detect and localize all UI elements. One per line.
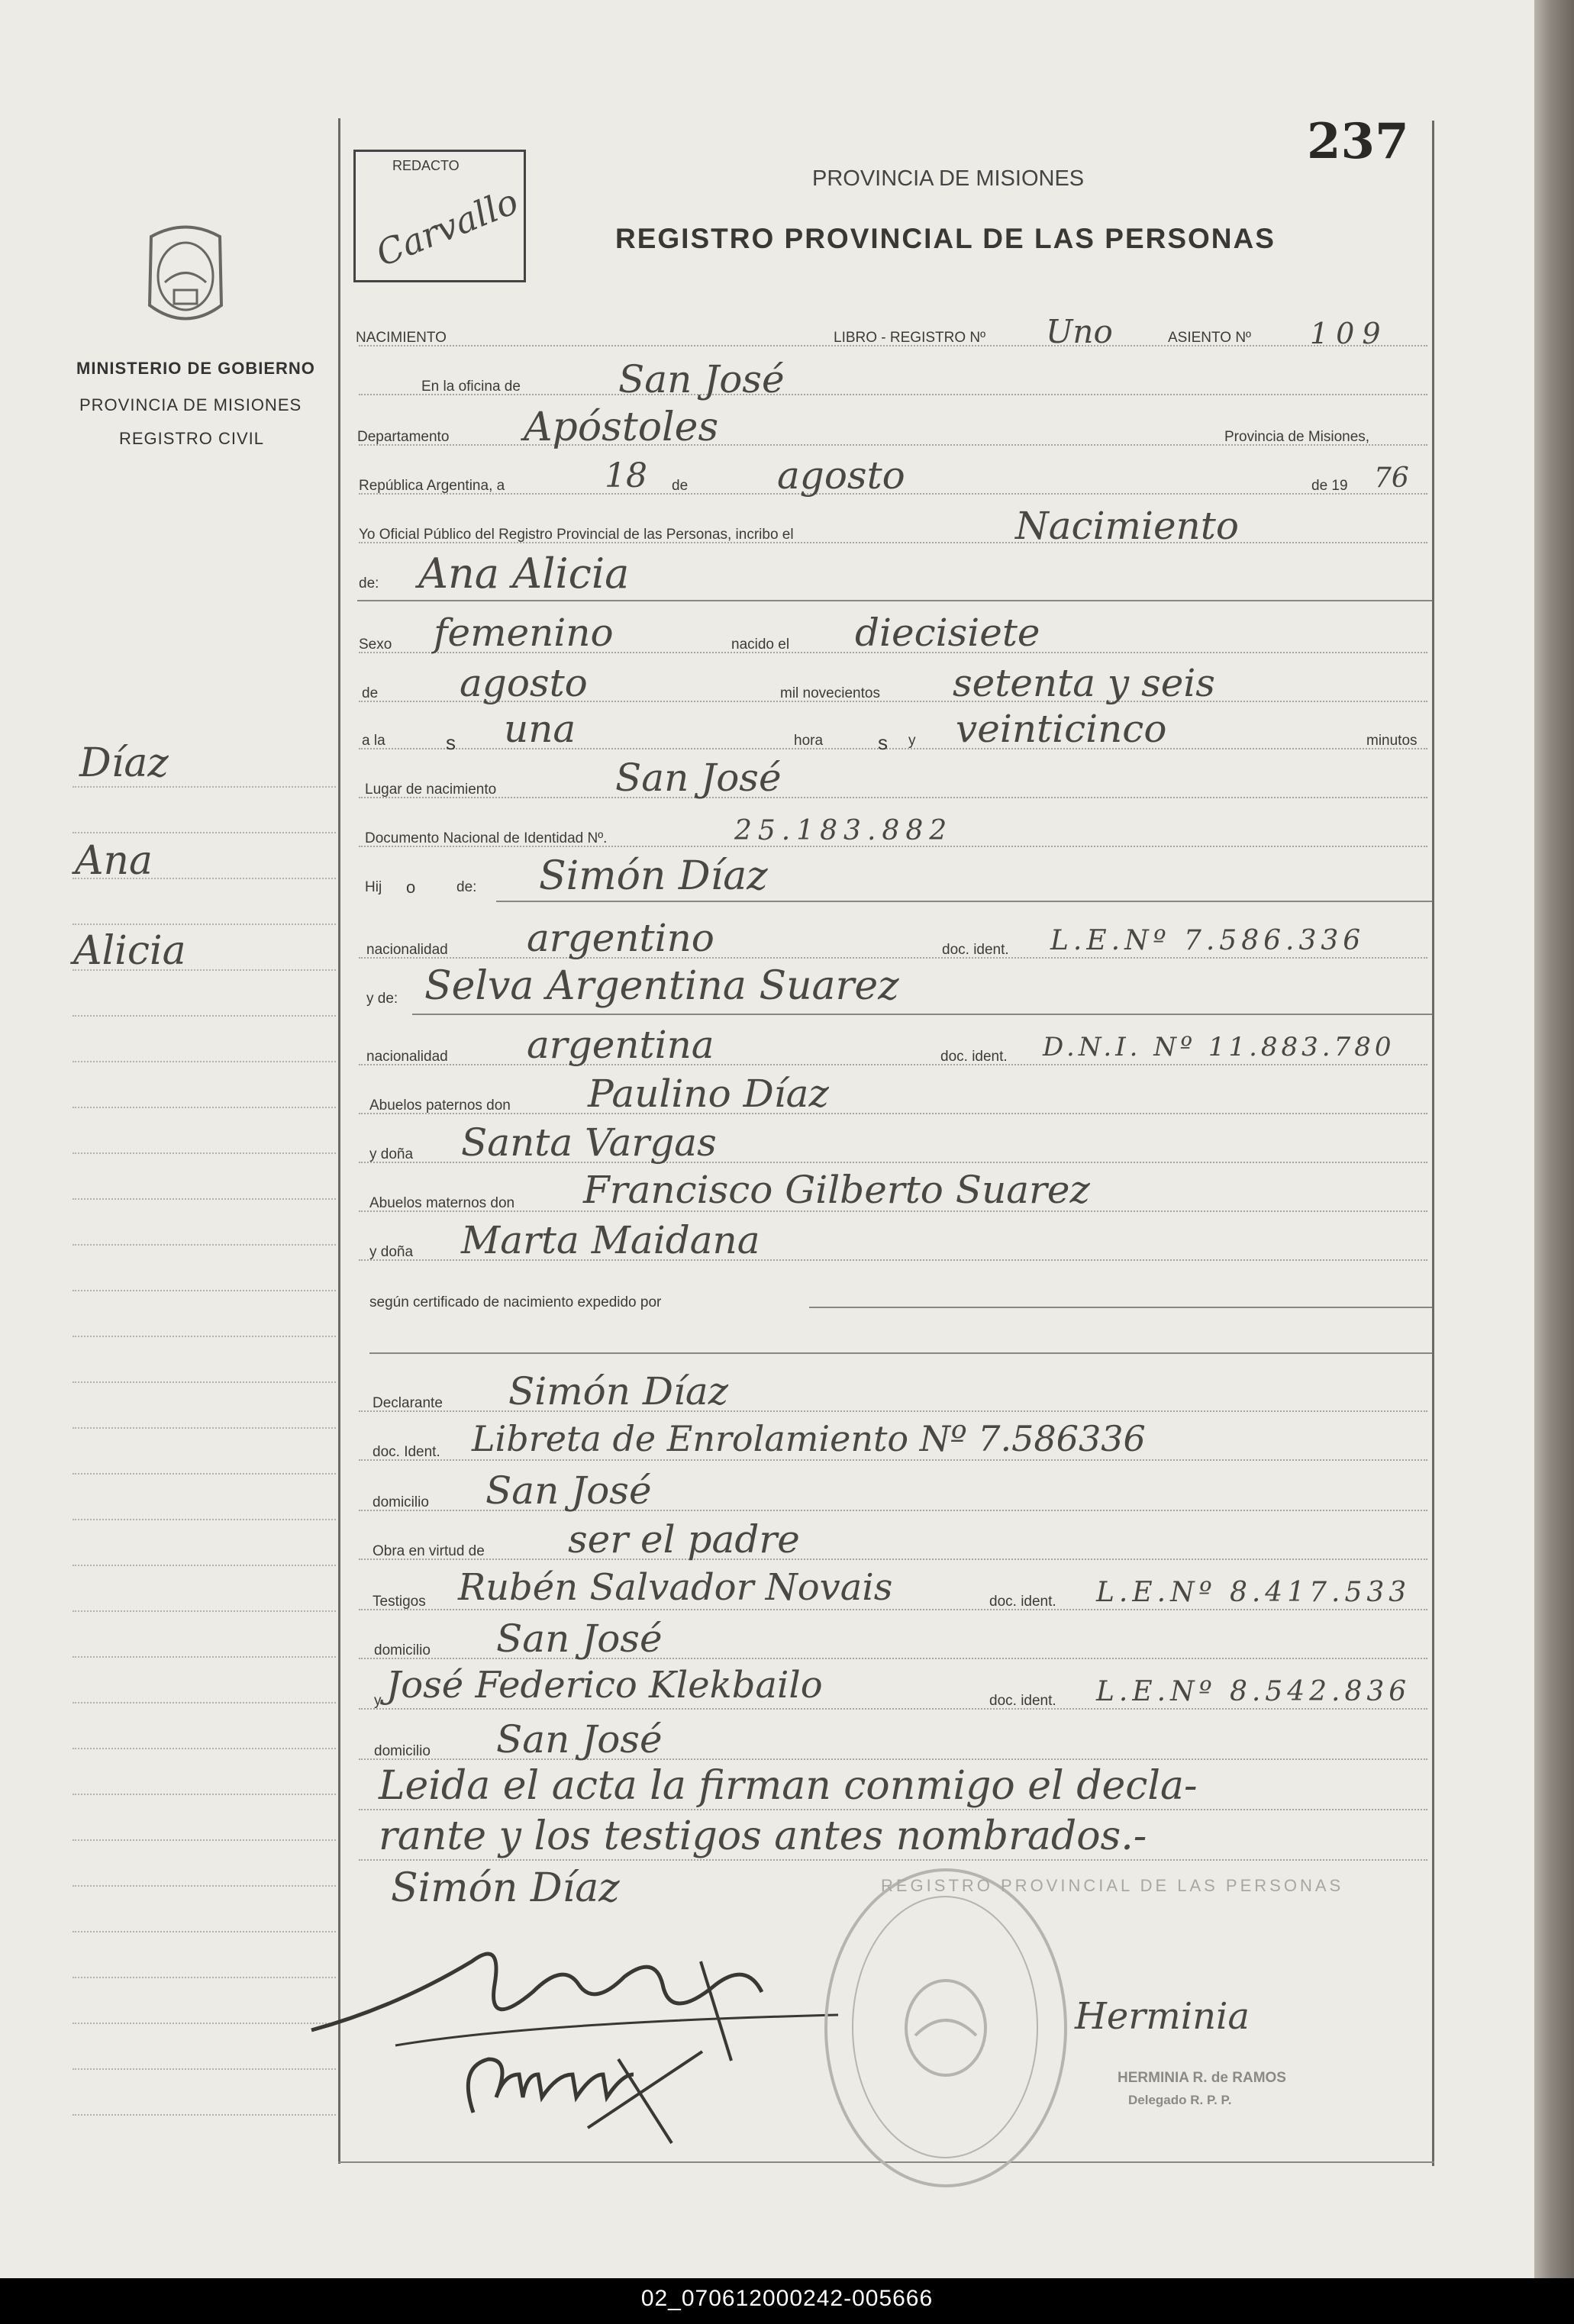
redacto-label: REDACTO [392,158,460,173]
margin-line [73,1794,336,1795]
margin-name-2: Alicia [73,928,186,974]
book-page-edge [1534,0,1574,2278]
de2-label: de: [359,575,379,591]
minutos-label: minutos [1366,733,1418,749]
margin-line [73,832,336,833]
asiento-label: ASIENTO Nº [1168,330,1251,346]
obra-label: Obra en virtud de [373,1543,485,1559]
nombre-value: Ana Alicia [418,550,630,598]
domicilio-declarante-label: domicilio [373,1494,429,1510]
footer-id: 02_070612000242-005666 [640,2286,934,2311]
obra-value: ser el padre [568,1517,800,1562]
form-line [359,1459,1427,1461]
mes-value: agosto [777,453,905,498]
abuelo-mat-value: Francisco Gilberto Suarez [583,1168,1090,1212]
provincia-label: Provincia de Misiones, [1224,429,1370,445]
page-number: 237 [1307,113,1409,170]
margin-line [73,2068,336,2070]
firma-declarante: Simón Díaz [391,1865,620,1911]
margin-line [73,786,336,788]
de3-label: de [362,685,379,701]
form-line [359,797,1427,798]
nac-madre-value: argentina [527,1023,714,1067]
oficial-cargo: Delegado R. P. P. [1128,2093,1232,2107]
anio-letras-value: setenta y seis [953,661,1215,705]
minutos-value: veinticinco [956,707,1167,751]
margin-line [73,923,336,925]
form-line [359,1064,1427,1065]
nac-padre-value: argentino [527,916,714,960]
acto-value: Nacimiento [1015,504,1239,548]
form-line [359,1809,1427,1810]
hora-label: hora [794,733,824,749]
libro-label: LIBRO - REGISTRO Nº [834,330,986,346]
domicilio-t1-label: domicilio [374,1642,431,1658]
ydona-mat-label: y doña [369,1244,414,1260]
anio-label: de 19 [1311,478,1348,494]
hijo-label: Hij [365,879,382,895]
ala-suffix: s [446,731,456,754]
margin-line [73,1290,336,1291]
form-line [359,1113,1427,1114]
hijo-de-label: de: [456,879,477,895]
margin-line [73,1977,336,1978]
libro-value: Uno [1046,313,1113,350]
nacimiento-label: NACIMIENTO [356,330,447,346]
abuelo-pat-value: Paulino Díaz [588,1072,829,1116]
margin-line [73,1931,336,1932]
declarante-label: Declarante [373,1395,443,1411]
margin-line [73,1610,336,1612]
doc-testigo2-label: doc. ident. [989,1693,1056,1709]
domicilio-t1-value: San José [496,1616,663,1661]
de-label: de [672,478,689,494]
domicilio-declarante-value: San José [485,1468,652,1513]
domicilio-t2-label: domicilio [374,1743,431,1759]
margin-line [73,1015,336,1017]
lugar-value: San José [615,756,782,800]
margin-line [73,1107,336,1108]
margin-line [73,1473,336,1475]
margin-line [73,1885,336,1887]
republica-label: República Argentina, a [359,478,505,494]
redacto-value: Carvallo [369,180,524,275]
nac-padre-label: nacionalidad [366,942,448,958]
margin-line [73,2114,336,2116]
anio-value: 76 [1374,463,1409,494]
ministry-name: MINISTERIO DE GOBIERNO [76,359,315,378]
doc-declarante-value: Libreta de Enrolamiento Nº 7.586336 [472,1418,1146,1459]
testigo1-value: Rubén Salvador Novais [458,1566,893,1609]
certificado-label: según certificado de nacimiento expedido por [369,1294,662,1310]
cierre-line-1: Leida el acta la firman conmigo el decla- [379,1763,1198,1809]
declarante-value: Simón Díaz [508,1369,729,1413]
form-line [359,1558,1427,1560]
form-line [359,957,1427,959]
margin-line [73,2023,336,2024]
margin-line [73,1519,336,1520]
margin-line [73,1244,336,1246]
padre-value: Simón Díaz [539,853,768,899]
right-rule [1432,121,1434,2166]
doc-testigo1-label: doc. ident. [989,1594,1056,1610]
y-label: y [908,733,916,749]
signature-testigo-2-icon [450,2036,725,2151]
cierre-line-2: rante y los testigos antes nombrados.- [379,1813,1147,1859]
ministry-province: PROVINCIA DE MISIONES [79,395,302,414]
oficial-label: Yo Oficial Público del Registro Provincial de las Personas, incribo el [359,527,794,543]
redacto-box [353,150,526,282]
margin-line [73,1748,336,1749]
sexo-label: Sexo [359,637,392,653]
ministry-registro: REGISTRO CIVIL [119,429,265,448]
testigos-label: Testigos [373,1594,426,1610]
yde-label: y de: [366,991,398,1007]
margin-line [73,1839,336,1841]
oficina-label: En la oficina de [421,379,521,395]
margin-line [73,1427,336,1429]
testigo2-value: José Federico Klekbailo [386,1664,823,1707]
mil-label: mil novecientos [780,685,880,701]
nacido-label: nacido el [731,637,790,653]
ydona-pat-label: y doña [369,1146,414,1162]
abuelos-mat-label: Abuelos maternos don [369,1195,515,1211]
margin-surname: Díaz [79,740,169,786]
dni-value: 25.183.882 [734,815,953,846]
doc-testigo1-value: L.E.Nº 8.417.533 [1096,1577,1411,1608]
asiento-value: 109 [1310,317,1389,350]
doc-madre-label: doc. ident. [940,1049,1008,1065]
madre-value: Selva Argentina Suarez [424,963,899,1009]
dia-value: 18 [605,456,647,495]
margin-line [73,1565,336,1566]
ministry-seal-icon [136,221,235,336]
dni-label: Documento Nacional de Identidad Nº. [365,830,608,846]
oficial-name: HERMINIA R. de RAMOS [1118,2070,1286,2086]
doc-padre-label: doc. ident. [942,942,1009,958]
doc-madre-value: D.N.I. Nº 11.883.780 [1043,1032,1395,1062]
oficina-value: San José [618,357,785,401]
hora-suffix: s [878,731,888,754]
margin-line [73,1061,336,1062]
margin-line [73,1656,336,1658]
hijo-suffix: o [406,878,416,897]
header-title: REGISTRO PROVINCIAL DE LAS PERSONAS [615,223,1276,254]
margin-name-1: Ana [75,838,153,884]
nac-madre-label: nacionalidad [366,1049,448,1065]
margin-line [73,1152,336,1154]
margin-line [73,1381,336,1383]
testigo2-prefix: y [374,1693,382,1709]
dia-letras-value: diecisiete [855,611,1040,655]
margin-line [73,1198,336,1200]
hora-value: una [504,707,576,751]
sexo-value: femenino [434,611,614,655]
mes-letras-value: agosto [460,661,588,705]
left-rule [338,118,340,2164]
form-line [359,1708,1427,1710]
stamp-text: REGISTRO PROVINCIAL DE LAS PERSONAS [881,1876,1344,1895]
lugar-label: Lugar de nacimiento [365,782,497,798]
header-province: PROVINCIA DE MISIONES [812,166,1085,191]
domicilio-t2-value: San José [496,1717,663,1762]
abuelos-pat-label: Abuelos paternos don [369,1098,511,1114]
margin-line [73,1336,336,1337]
ala-label: a la [362,733,385,749]
doc-testigo2-value: L.E.Nº 8.542.836 [1096,1676,1411,1707]
firma-oficial: Herminia [1075,1995,1250,2038]
departamento-label: Departamento [357,429,450,445]
footer-bar [0,2278,1574,2324]
doc-padre-value: L.E.Nº 7.586.336 [1050,925,1366,956]
form-line [359,1609,1427,1610]
form-line [359,1859,1427,1861]
doc-declarante-label: doc. Ident. [373,1444,440,1460]
abuela-pat-value: Santa Vargas [461,1120,717,1165]
abuela-mat-value: Marta Maidana [461,1218,760,1262]
margin-line [73,1702,336,1704]
departamento-value: Apóstoles [524,405,719,450]
